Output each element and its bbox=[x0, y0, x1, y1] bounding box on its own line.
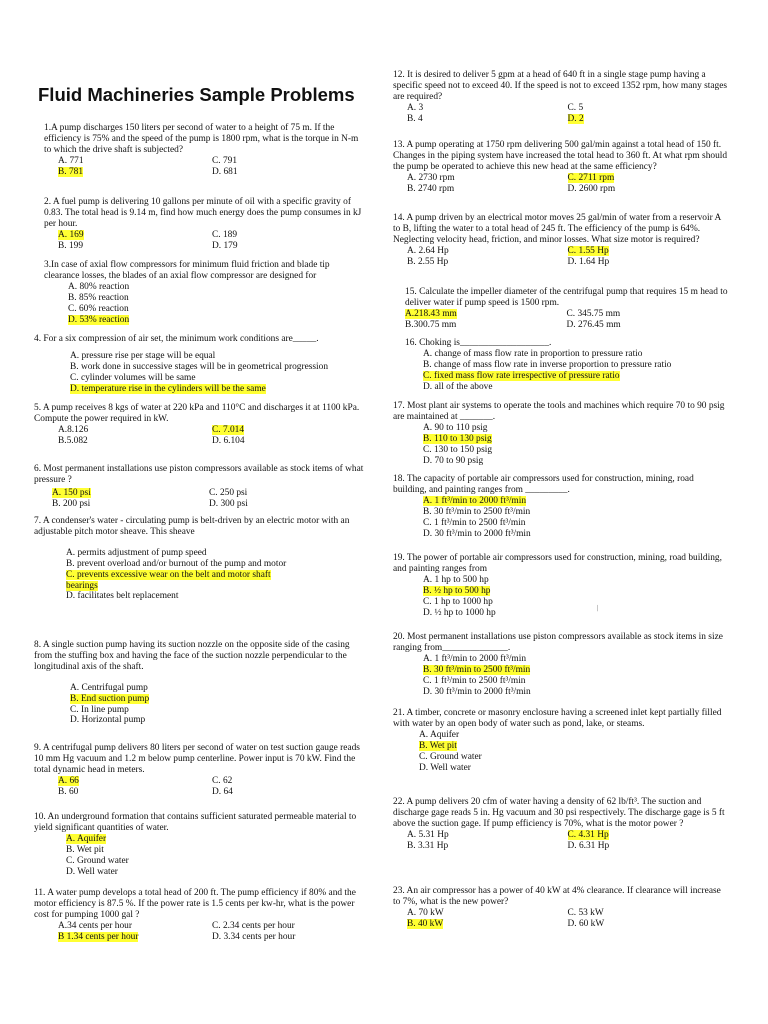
option-a: A. 66 bbox=[58, 775, 79, 786]
option-d: D. 60 kW bbox=[567, 918, 605, 929]
option-d: D. 179 bbox=[212, 240, 238, 251]
option-c: C. 1 ft³/min to 2500 ft³/min bbox=[423, 675, 526, 686]
option-b: B. End suction pump bbox=[70, 693, 150, 704]
option-c: C. prevents excessive wear on the belt and motor shaft bearings bbox=[66, 569, 271, 591]
option-c: C. 7.014 bbox=[212, 424, 245, 435]
option-c: C. cylinder volumes will be same bbox=[70, 372, 196, 383]
option-b: B. 85% reaction bbox=[68, 292, 129, 303]
option-a: A. 150 psi bbox=[52, 487, 91, 498]
option-a: A.34 cents per hour bbox=[58, 920, 132, 931]
question-4 bbox=[34, 334, 366, 395]
question-18 bbox=[393, 474, 728, 539]
question-12 bbox=[393, 70, 728, 125]
option-d: D. temperature rise in the cylinders will be the same bbox=[70, 383, 266, 394]
option-c: C. 5 bbox=[567, 102, 584, 113]
question-stem: 16. Choking is___________________. bbox=[405, 338, 552, 348]
question-20 bbox=[393, 632, 728, 697]
question-stem: 2. A fuel pump is delivering 10 gallons per minute of oil with a specific gravity of 0.83. The total head is 9.14 m, find how much energy does the pump consumes in kJ per hour. bbox=[44, 197, 362, 229]
question-21 bbox=[393, 708, 728, 773]
option-b: B. change of mass flow rate in inverse proportion to pressure ratio bbox=[423, 359, 672, 370]
question-stem: 9. A centrifugal pump delivers 80 liters per second of water on test suction gauge reads 10 mm Hg vacuum and 1.2 m below pump centerline. Power input is 70 kW. Find the total dynamic head in meters. bbox=[34, 743, 360, 775]
question-stem: 20. Most permanent installations use piston compressors available as stock items in size ranging from______________. bbox=[393, 632, 723, 653]
question-19 bbox=[393, 553, 728, 618]
question-stem: 22. A pump delivers 20 cfm of water having a density of 62 lb/ft³. The suction and discharge gage reads 5 in. Hg vacuum and 30 psi respectively. The discharge gage is 5 ft above the suction gage. If pump efficiency is 70%, what is the motor power ? bbox=[393, 797, 725, 829]
option-a: A. change of mass flow rate in proportion to pressure ratio bbox=[423, 348, 643, 359]
question-stem: 12. It is desired to deliver 5 gpm at a head of 640 ft in a single stage pump having a specific speed not to exceed 40. If the speed is not to exceed 1352 rpm, how many stages are required? bbox=[393, 70, 728, 102]
option-c: C. 2711 rpm bbox=[567, 172, 615, 183]
option-d: D. 53% reaction bbox=[68, 314, 130, 325]
question-5 bbox=[34, 403, 366, 447]
option-a: A. 70 kW bbox=[407, 907, 444, 918]
option-d: D. 6.104 bbox=[212, 435, 245, 446]
option-b: B. prevent overload and/or burnout of the pump and motor bbox=[66, 558, 287, 569]
option-c: C. Ground water bbox=[419, 751, 482, 762]
page-title: Fluid Machineries Sample Problems bbox=[38, 84, 355, 105]
option-d: D. 276.45 mm bbox=[566, 319, 621, 330]
option-d: D. 2 bbox=[567, 113, 584, 124]
option-a: A. 771 bbox=[58, 155, 84, 166]
option-c: C. 250 psi bbox=[209, 487, 248, 498]
option-a: A. permits adjustment of pump speed bbox=[66, 547, 207, 558]
option-d: D. facilitates belt replacement bbox=[66, 591, 179, 602]
question-11 bbox=[34, 888, 366, 943]
option-a: A. 90 to 110 psig bbox=[423, 422, 488, 433]
option-d: D. 2600 rpm bbox=[567, 183, 616, 194]
option-a: A.8.126 bbox=[58, 424, 89, 435]
option-c: C. Ground water bbox=[66, 855, 129, 866]
question-stem: 18. The capacity of portable air compressors used for construction, mining, road building, and painting ranges from _________. bbox=[393, 474, 694, 495]
question-stem: 10. An underground formation that contains sufficient saturated permeable material to yield significant quantities of water. bbox=[34, 812, 357, 833]
question-15 bbox=[405, 287, 728, 331]
option-a: A. Aquifer bbox=[66, 833, 107, 844]
option-d: D. 1.64 Hp bbox=[567, 256, 610, 267]
option-a: A. 1 hp to 500 hp bbox=[423, 574, 489, 585]
option-b: B 1.34 cents per hour bbox=[58, 931, 139, 942]
question-22 bbox=[393, 797, 728, 852]
option-b: B. 781 bbox=[58, 166, 84, 177]
option-b: B. 3.31 Hp bbox=[407, 840, 449, 851]
question-stem: 6. Most permanent installations use piston compressors available as stock items of what pressure ? bbox=[34, 464, 364, 485]
option-c: C. fixed mass flow rate irrespective of pressure ratio bbox=[423, 370, 620, 381]
question-stem: 17. Most plant air systems to operate the tools and machines which require 70 to 90 psig are maintained at _______. bbox=[393, 401, 725, 422]
question-8 bbox=[34, 640, 366, 726]
question-stem: 8. A single suction pump having its suction nozzle on the opposite side of the casing from the stuffing box and having the face of the suction nozzle perpendicular to the longitudinal axis of the shaft. bbox=[34, 640, 350, 672]
question-stem: 15. Calculate the impeller diameter of the centrifugal pump that requires 15 m head to deliver water if pump speed is 1500 rpm. bbox=[405, 287, 728, 308]
option-a: A. pressure rise per stage will be equal bbox=[70, 350, 216, 361]
option-c: C. In line pump bbox=[70, 704, 129, 715]
option-a: A. 169 bbox=[58, 229, 84, 240]
option-a: A. Centrifugal pump bbox=[70, 682, 148, 693]
option-a: A. 2.64 Hp bbox=[407, 245, 449, 256]
option-c: C. 2.34 cents per hour bbox=[212, 920, 295, 931]
option-d: D. Well water bbox=[66, 866, 118, 877]
option-d: D. Horizontal pump bbox=[70, 715, 146, 726]
question-1 bbox=[44, 123, 366, 178]
question-stem: 11. A water pump develops a total head of 200 ft. The pump efficiency if 80% and the motor efficiency is 87.5 %. If the power rate is 1.5 cents per kw-hr, what is the power cost for pumping 1000 gal ? bbox=[34, 888, 356, 920]
question-stem: 1.A pump discharges 150 liters per second of water to a height of 75 m. If the efficiency is 75% and the speed of the pump is 1800 rpm, what is the torque in N-m to which the drive shaft is subjected? bbox=[44, 123, 359, 155]
question-3 bbox=[44, 260, 366, 325]
question-23 bbox=[393, 886, 728, 930]
option-c: C. 53 kW bbox=[567, 907, 604, 918]
option-d: D. 681 bbox=[212, 166, 238, 177]
option-b: B.300.75 mm bbox=[405, 319, 457, 330]
question-6 bbox=[34, 464, 366, 510]
question-7 bbox=[34, 516, 366, 602]
option-b: B. ½ hp to 500 hp bbox=[423, 585, 491, 596]
option-c: C. 130 to 150 psig bbox=[423, 444, 493, 455]
option-b: B. 4 bbox=[407, 113, 423, 124]
option-d: D. 70 to 90 psig bbox=[423, 455, 484, 466]
question-9 bbox=[34, 743, 366, 798]
option-b: B. 60 bbox=[58, 786, 79, 797]
option-c: C. 62 bbox=[212, 775, 233, 786]
question-stem: 23. An air compressor has a power of 40 kW at 4% clearance. If clearance will increase to 7%, what is the new power? bbox=[393, 886, 721, 907]
option-b: B. Wet pit bbox=[66, 844, 104, 855]
option-a: A. 2730 rpm bbox=[407, 172, 455, 183]
option-d: D. Well water bbox=[419, 762, 471, 773]
option-c: C. 60% reaction bbox=[68, 303, 129, 314]
option-b: B. work done in successive stages will be in geometrical progression bbox=[70, 361, 329, 372]
option-b: B. 30 ft³/min to 2500 ft³/min bbox=[423, 664, 531, 675]
option-d: D. 30 ft³/min to 2000 ft³/min bbox=[423, 528, 531, 539]
option-b: B. Wet pit bbox=[419, 740, 457, 751]
option-a: A. 3 bbox=[407, 102, 424, 113]
option-a: A. 1 ft³/min to 2000 ft³/min bbox=[423, 495, 527, 506]
option-b: B. 110 to 130 psig bbox=[423, 433, 492, 444]
question-16 bbox=[405, 338, 728, 393]
option-a: A.218.43 mm bbox=[405, 308, 457, 319]
option-c: C. 189 bbox=[212, 229, 238, 240]
option-c: C. 1 ft³/min to 2500 ft³/min bbox=[423, 517, 526, 528]
question-10 bbox=[34, 812, 366, 877]
question-17 bbox=[393, 401, 728, 466]
option-b: B. 199 bbox=[58, 240, 84, 251]
question-stem: 19. The power of portable air compressors used for construction, mining, road building, and painting ranges from bbox=[393, 553, 722, 574]
option-b: B. 40 kW bbox=[407, 918, 444, 929]
option-d: D. 3.34 cents per hour bbox=[212, 931, 296, 942]
option-d: D. 300 psi bbox=[209, 498, 248, 509]
option-a: A. 5.31 Hp bbox=[407, 829, 449, 840]
option-c: C. 345.75 mm bbox=[566, 308, 621, 319]
option-b: B. 2.55 Hp bbox=[407, 256, 449, 267]
pen-mark: / bbox=[594, 602, 601, 614]
question-2 bbox=[44, 197, 366, 252]
question-stem: 13. A pump operating at 1750 rpm delivering 500 gal/min against a total head of 150 ft. Changes in the piping system have increased the total head to 360 ft. At what rpm should the pump be operated to achieve this new head at the same efficiency? bbox=[393, 140, 728, 172]
option-d: D. 30 ft³/min to 2000 ft³/min bbox=[423, 686, 531, 697]
option-a: A. Aquifer bbox=[419, 729, 460, 740]
question-stem: 5. A pump receives 8 kgs of water at 220 kPa and 110°C and discharges it at 1100 kPa. Compute the power required in kW. bbox=[34, 403, 360, 424]
question-stem: 3.In case of axial flow compressors for minimum fluid friction and blade tip clearance losses, the blades of an axial flow compressor are designed for bbox=[44, 260, 330, 281]
question-13 bbox=[393, 140, 728, 195]
option-b: B. 2740 rpm bbox=[407, 183, 455, 194]
question-stem: 7. A condenser's water - circulating pump is belt-driven by an electric motor with an adjustable pitch motor sheave. This sheave bbox=[34, 516, 350, 537]
option-d: D. 6.31 Hp bbox=[567, 840, 610, 851]
option-d: D. all of the above bbox=[423, 381, 493, 392]
option-c: C. 791 bbox=[212, 155, 238, 166]
question-stem: 14. A pump driven by an electrical motor moves 25 gal/min of water from a reservoir A to B, lifting the water to a total head of 245 ft. The efficiency of the pump is 64%. Neglecting velocity head, friction, and minor losses. What size motor is required? bbox=[393, 213, 721, 245]
option-d: D. ½ hp to 1000 hp bbox=[423, 607, 496, 618]
option-b: B.5.082 bbox=[58, 435, 88, 446]
option-c: C. 4.31 Hp bbox=[567, 829, 609, 840]
option-a: A. 80% reaction bbox=[68, 281, 130, 292]
option-b: B. 200 psi bbox=[52, 498, 91, 509]
option-b: B. 30 ft³/min to 2500 ft³/min bbox=[423, 506, 531, 517]
option-d: D. 64 bbox=[212, 786, 233, 797]
question-stem: 4. For a six compression of air set, the minimum work conditions are_____. bbox=[34, 334, 319, 344]
option-a: A. 1 ft³/min to 2000 ft³/min bbox=[423, 653, 527, 664]
question-stem: 21. A timber, concrete or masonry enclosure having a screened inlet kept partially filled with water by an open body of water such as pond, lake, or steams. bbox=[393, 708, 722, 729]
question-14 bbox=[393, 213, 728, 268]
option-c: C. 1.55 Hp bbox=[567, 245, 609, 256]
option-c: C. 1 hp to 1000 hp bbox=[423, 596, 493, 607]
